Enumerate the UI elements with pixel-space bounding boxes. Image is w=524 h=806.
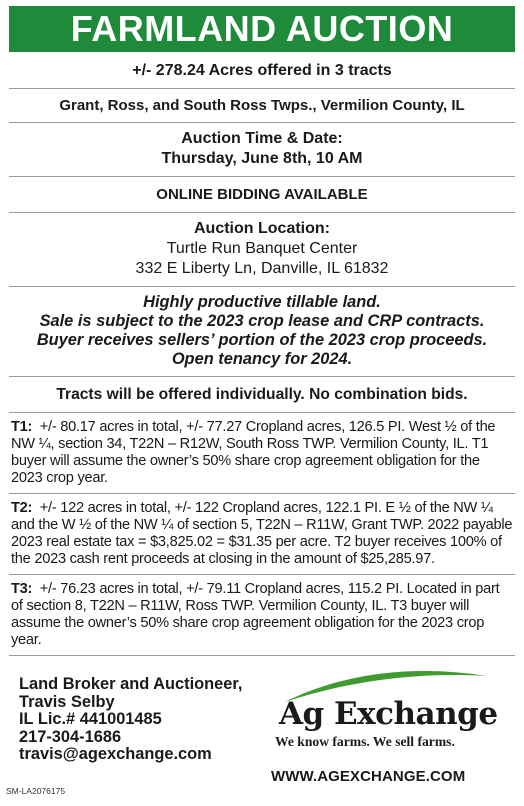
ad-id: SM-LA2076175 <box>6 786 66 796</box>
tract-text: +/- 122 acres in total, +/- 122 Cropland acres, 122.1 PI. E ½ of the NW ¼ and the W ½ of the NW ¼ of section 5, T22N – R11W, Grant TWP. 2022 payable 2023 real estate tax = $3,825.02 = $31.35 per acre. T2 buyer receives 100% of the 2023 cash rent proceeds at closing in the amount of $25,285.97. <box>11 500 513 567</box>
title-banner <box>9 6 515 52</box>
contact-phone: 217-304-1686 <box>19 727 122 746</box>
tract-label: T1: <box>11 419 33 435</box>
tract-1 <box>9 413 515 493</box>
auction-ad <box>0 6 524 806</box>
website-link[interactable]: WWW.AGEXCHANGE.COM <box>271 768 466 785</box>
location-line: Grant, Ross, and South Ross Twps., Vermilion County, IL <box>59 97 465 114</box>
acres-line: +/- 278.24 Acres offered in 3 tracts <box>132 62 392 79</box>
tracts-heading: Tracts will be offered individually. No combination bids. <box>56 386 468 403</box>
auction-address: 332 E Liberty Ln, Danville, IL 61832 <box>135 260 389 277</box>
tract-text: +/- 80.17 acres in total, +/- 77.27 Cropland acres, 126.5 PI. West ½ of the NW ¼, section 34, T22N – R12W, South Ross TWP. Vermilion County, IL. T1 buyer will assume the owner’s 50% share crop agreement obligation for the 2023 crop year. <box>11 419 496 486</box>
page-title: FARMLAND AUCTION <box>70 8 454 49</box>
highlight-line: Sale is subject to the 2023 crop lease and CRP contracts. <box>39 312 485 330</box>
footer <box>9 656 515 784</box>
contact-name: Travis Selby <box>19 692 115 711</box>
logo-name: Ag Exchange <box>279 696 498 732</box>
online-bidding: ONLINE BIDDING AVAILABLE <box>156 186 368 203</box>
highlight-line: Highly productive tillable land. <box>143 293 381 311</box>
tract-label: T2: <box>11 500 33 516</box>
highlight-line: Open tenancy for 2024. <box>171 350 353 368</box>
auction-venue: Turtle Run Banquet Center <box>166 240 358 257</box>
auction-location-label: Auction Location: <box>194 220 330 237</box>
highlight-line: Buyer receives sellers’ portion of the 2023 crop proceeds. <box>36 331 488 349</box>
tract-label: T3: <box>11 581 33 597</box>
auction-location-block <box>9 213 515 286</box>
auction-time-value: Thursday, June 8th, 10 AM <box>161 150 363 167</box>
contact-role: Land Broker and Auctioneer, <box>19 675 243 693</box>
auction-time-block <box>9 123 515 176</box>
tract-text: +/- 76.23 acres in total, +/- 79.11 Cropland acres, 115.2 PI. Located in part of section 8, T22N – R11W, Ross TWP. Vermilion County, IL. T3 buyer will assume the owner’s 50% share crop agreement obligation for the 2023 crop year. <box>11 581 500 648</box>
contact-block <box>19 676 242 764</box>
auction-time-label: Auction Time & Date: <box>181 130 343 147</box>
logo-tagline: We know farms. We sell farms. <box>275 734 455 749</box>
contact-license: IL Lic.# 441001485 <box>19 710 162 728</box>
ag-exchange-logo <box>265 666 515 766</box>
highlights <box>9 287 515 376</box>
contact-email: travis@agexchange.com <box>19 745 212 763</box>
tract-3 <box>9 575 515 655</box>
tract-2 <box>9 494 515 574</box>
